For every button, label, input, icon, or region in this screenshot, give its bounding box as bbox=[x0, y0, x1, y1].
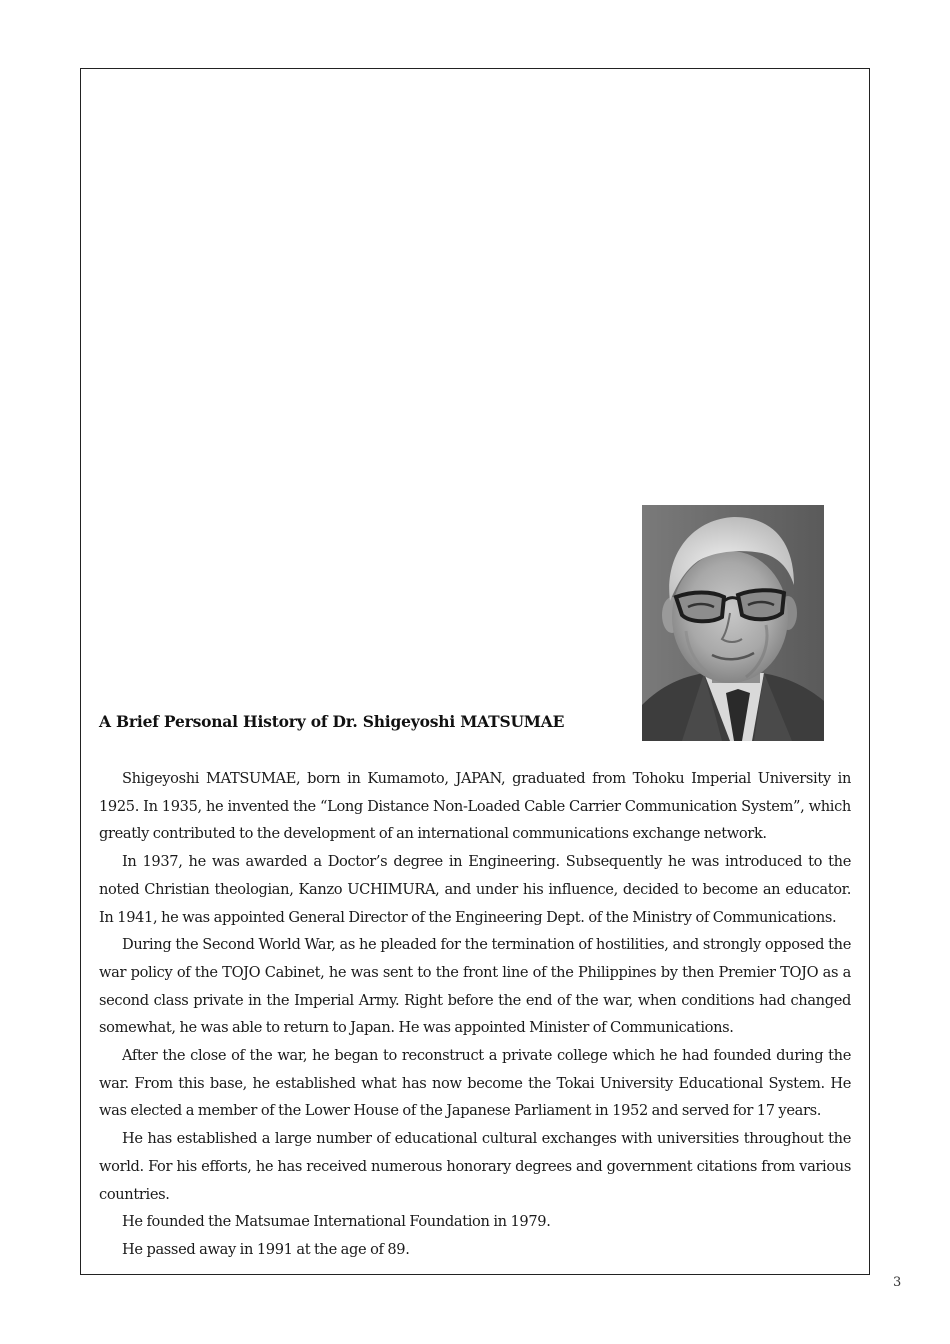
paragraph-foundation: He founded the Matsumae International Foundation in 1979. bbox=[122, 1213, 551, 1231]
document-heading: A Brief Personal History of Dr. Shigeyoshi MATSUMAE bbox=[99, 712, 565, 731]
paragraph-death: He passed away in 1991 at the age of 89. bbox=[122, 1240, 410, 1258]
paragraph-exchanges: He has established a large number of educational cultural exchanges with universities throughout the world. For his efforts, he has received numerous honorary degrees and government citations from various countries. bbox=[99, 1130, 851, 1203]
paragraph-postwar: After the close of the war, he began to reconstruct a private college which he had founded during the war. From this base, he established what has now become the Tokai University Educational System. He was elected a member of the Lower House of the Japanese Parliament in 1952 and served for 17 years. bbox=[99, 1047, 851, 1120]
biography-body bbox=[99, 765, 851, 1264]
portrait-photo-graphic bbox=[642, 505, 824, 741]
paragraph-war: During the Second World War, as he pleaded for the termination of hostilities, and strongly opposed the war policy of the TOJO Cabinet, he was sent to the front line of the Philippines by then Premier TOJO as a second class private in the Imperial Army. Right before the end of the war, when conditions had changed somewhat, he was able to return to Japan. He was appointed Minister of Communications. bbox=[99, 936, 851, 1037]
page-number: 3 bbox=[893, 1275, 902, 1290]
paragraph-education: Shigeyoshi MATSUMAE, born in Kumamoto, JAPAN, graduated from Tohoku Imperial University in 1925. In 1935, he invented the “Long Distance Non-Loaded Cable Carrier Communication System”, which greatly contributed to the development of an international communications exchange network. bbox=[99, 770, 851, 843]
portrait-photo bbox=[642, 505, 824, 741]
paragraph-doctorate: In 1937, he was awarded a Doctor’s degree in Engineering. Subsequently he was introduced to the noted Christian theologian, Kanzo UCHIMURA, and under his influence, decided to become an educator. In 1941, he was appointed General Director of the Engineering Dept. of the Ministry of Communications. bbox=[99, 853, 851, 926]
